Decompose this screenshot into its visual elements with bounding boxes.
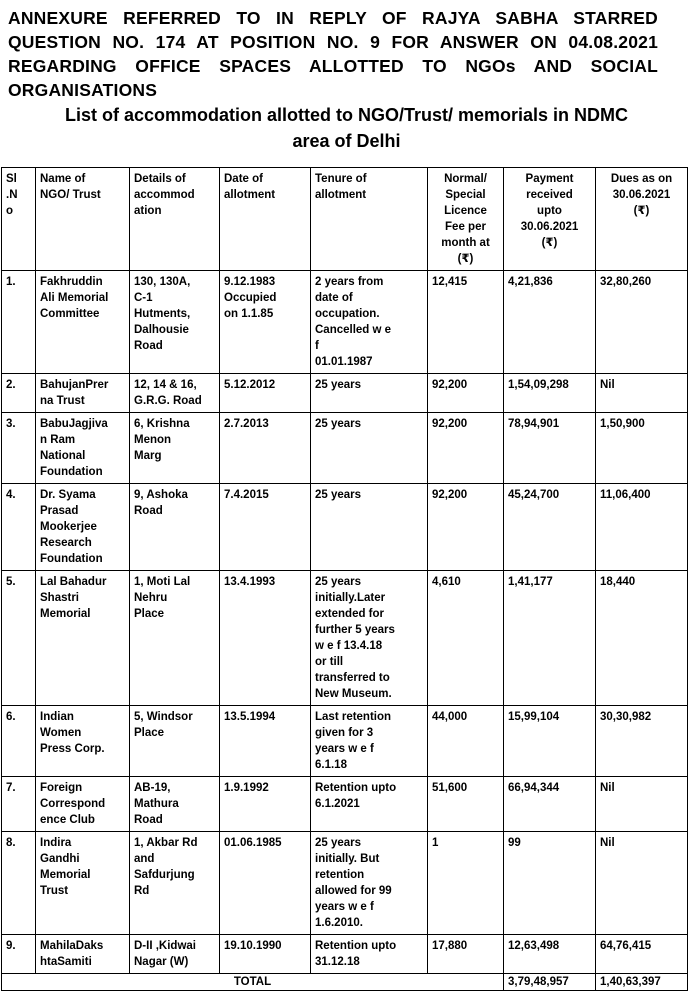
table-row [2,271,688,374]
header-col-sl-no: Sl .N o [2,168,36,271]
table-row [2,777,688,832]
cell-name: Fakhruddin Ali Memorial Committee [36,271,130,374]
cell-date: 01.06.1985 [220,832,311,935]
total-row [2,974,688,991]
table-row [2,413,688,484]
cell-dues: 30,30,982 [596,706,688,777]
cell-fee: 44,000 [428,706,504,777]
cell-details: 1, Moti Lal Nehru Place [130,571,220,706]
accommodation-table [1,167,688,991]
total-dues: 1,40,63,397 [596,974,688,991]
cell-fee: 4,610 [428,571,504,706]
cell-details: 9, Ashoka Road [130,484,220,571]
list-title-line-2: area of Delhi [292,131,401,151]
cell-payment: 66,94,344 [504,777,596,832]
table-row [2,571,688,706]
cell-payment: 1,54,09,298 [504,374,596,413]
cell-date: 1.9.1992 [220,777,311,832]
cell-sl: 9. [2,935,36,974]
list-title-line-1: List of accommodation allotted to NGO/Trust/ memorials in NDMC [64,105,629,125]
cell-tenure: 25 years [311,374,428,413]
table-row [2,832,688,935]
cell-tenure: Last retention given for 3 years w e f 6.1.18 [311,706,428,777]
header-col-payment: Payment received upto 30.06.2021 (₹) [504,168,596,271]
cell-details: D-II ,Kidwai Nagar (W) [130,935,220,974]
cell-sl: 4. [2,484,36,571]
cell-tenure: 25 years [311,484,428,571]
cell-tenure: 25 years initially. But retention allowed for 99 years w e f 1.6.2010. [311,832,428,935]
cell-dues: 18,440 [596,571,688,706]
table-body [2,271,688,991]
cell-payment: 1,41,177 [504,571,596,706]
cell-fee: 92,200 [428,484,504,571]
header-col-fee: Normal/ Special Licence Fee per month at (₹) [428,168,504,271]
cell-date: 13.5.1994 [220,706,311,777]
cell-sl: 2. [2,374,36,413]
cell-payment: 78,94,901 [504,413,596,484]
cell-payment: 45,24,700 [504,484,596,571]
cell-name: Lal Bahadur Shastri Memorial [36,571,130,706]
cell-payment: 99 [504,832,596,935]
cell-name: Indian Women Press Corp. [36,706,130,777]
cell-fee: 92,200 [428,413,504,484]
cell-tenure: Retention upto 31.12.18 [311,935,428,974]
cell-tenure: 2 years from date of occupation. Cancelled w e f 01.01.1987 [311,271,428,374]
table-row [2,484,688,571]
cell-fee: 51,600 [428,777,504,832]
cell-date: 13.4.1993 [220,571,311,706]
cell-dues: Nil [596,374,688,413]
cell-details: 130, 130A, C-1 Hutments, Dalhousie Road [130,271,220,374]
header-col-date: Date of allotment [220,168,311,271]
list-title [0,102,693,154]
cell-details: 1, Akbar Rd and Safdurjung Rd [130,832,220,935]
cell-tenure: 25 years [311,413,428,484]
cell-tenure: 25 years initially.Later extended for further 5 years w e f 13.4.18 or till transferred to New Museum. [311,571,428,706]
annexure-heading: ANNEXURE REFERRED TO IN REPLY OF RAJYA SABHA STARRED QUESTION NO. 174 AT POSITION NO. 9 FOR ANSWER ON 04.08.2021 REGARDING OFFICE SPACES ALLOTTED TO NGOs AND SOCIAL ORGANISATIONS [8,8,658,100]
table-row [2,374,688,413]
cell-dues: 1,50,900 [596,413,688,484]
cell-sl: 1. [2,271,36,374]
table-row [2,706,688,777]
total-payment: 3,79,48,957 [504,974,596,991]
cell-dues: 11,06,400 [596,484,688,571]
cell-sl: 6. [2,706,36,777]
cell-date: 19.10.1990 [220,935,311,974]
table-row [2,935,688,974]
cell-dues: 64,76,415 [596,935,688,974]
cell-date: 7.4.2015 [220,484,311,571]
header-col-dues: Dues as on 30.06.2021 (₹) [596,168,688,271]
cell-name: BahujanPrer na Trust [36,374,130,413]
cell-date: 2.7.2013 [220,413,311,484]
table-header [2,168,688,271]
cell-fee: 17,880 [428,935,504,974]
cell-payment: 12,63,498 [504,935,596,974]
cell-dues: Nil [596,832,688,935]
cell-date: 9.12.1983 Occupied on 1.1.85 [220,271,311,374]
cell-fee: 12,415 [428,271,504,374]
cell-name: BabuJagjiva n Ram National Foundation [36,413,130,484]
cell-payment: 15,99,104 [504,706,596,777]
cell-tenure: Retention upto 6.1.2021 [311,777,428,832]
header-col-details: Details of accommod ation [130,168,220,271]
cell-date: 5.12.2012 [220,374,311,413]
cell-name: MahilaDaks htaSamiti [36,935,130,974]
header-col-tenure: Tenure of allotment [311,168,428,271]
cell-details: 5, Windsor Place [130,706,220,777]
cell-sl: 3. [2,413,36,484]
cell-name: Dr. Syama Prasad Mookerjee Research Foundation [36,484,130,571]
cell-fee: 92,200 [428,374,504,413]
cell-details: 12, 14 & 16, G.R.G. Road [130,374,220,413]
header-col-name: Name of NGO/ Trust [36,168,130,271]
cell-payment: 4,21,836 [504,271,596,374]
cell-fee: 1 [428,832,504,935]
cell-name: Indira Gandhi Memorial Trust [36,832,130,935]
cell-sl: 5. [2,571,36,706]
cell-details: 6, Krishna Menon Marg [130,413,220,484]
cell-sl: 8. [2,832,36,935]
cell-name: Foreign Correspond ence Club [36,777,130,832]
cell-dues: 32,80,260 [596,271,688,374]
total-label: TOTAL [2,974,504,991]
cell-sl: 7. [2,777,36,832]
cell-dues: Nil [596,777,688,832]
cell-details: AB-19, Mathura Road [130,777,220,832]
